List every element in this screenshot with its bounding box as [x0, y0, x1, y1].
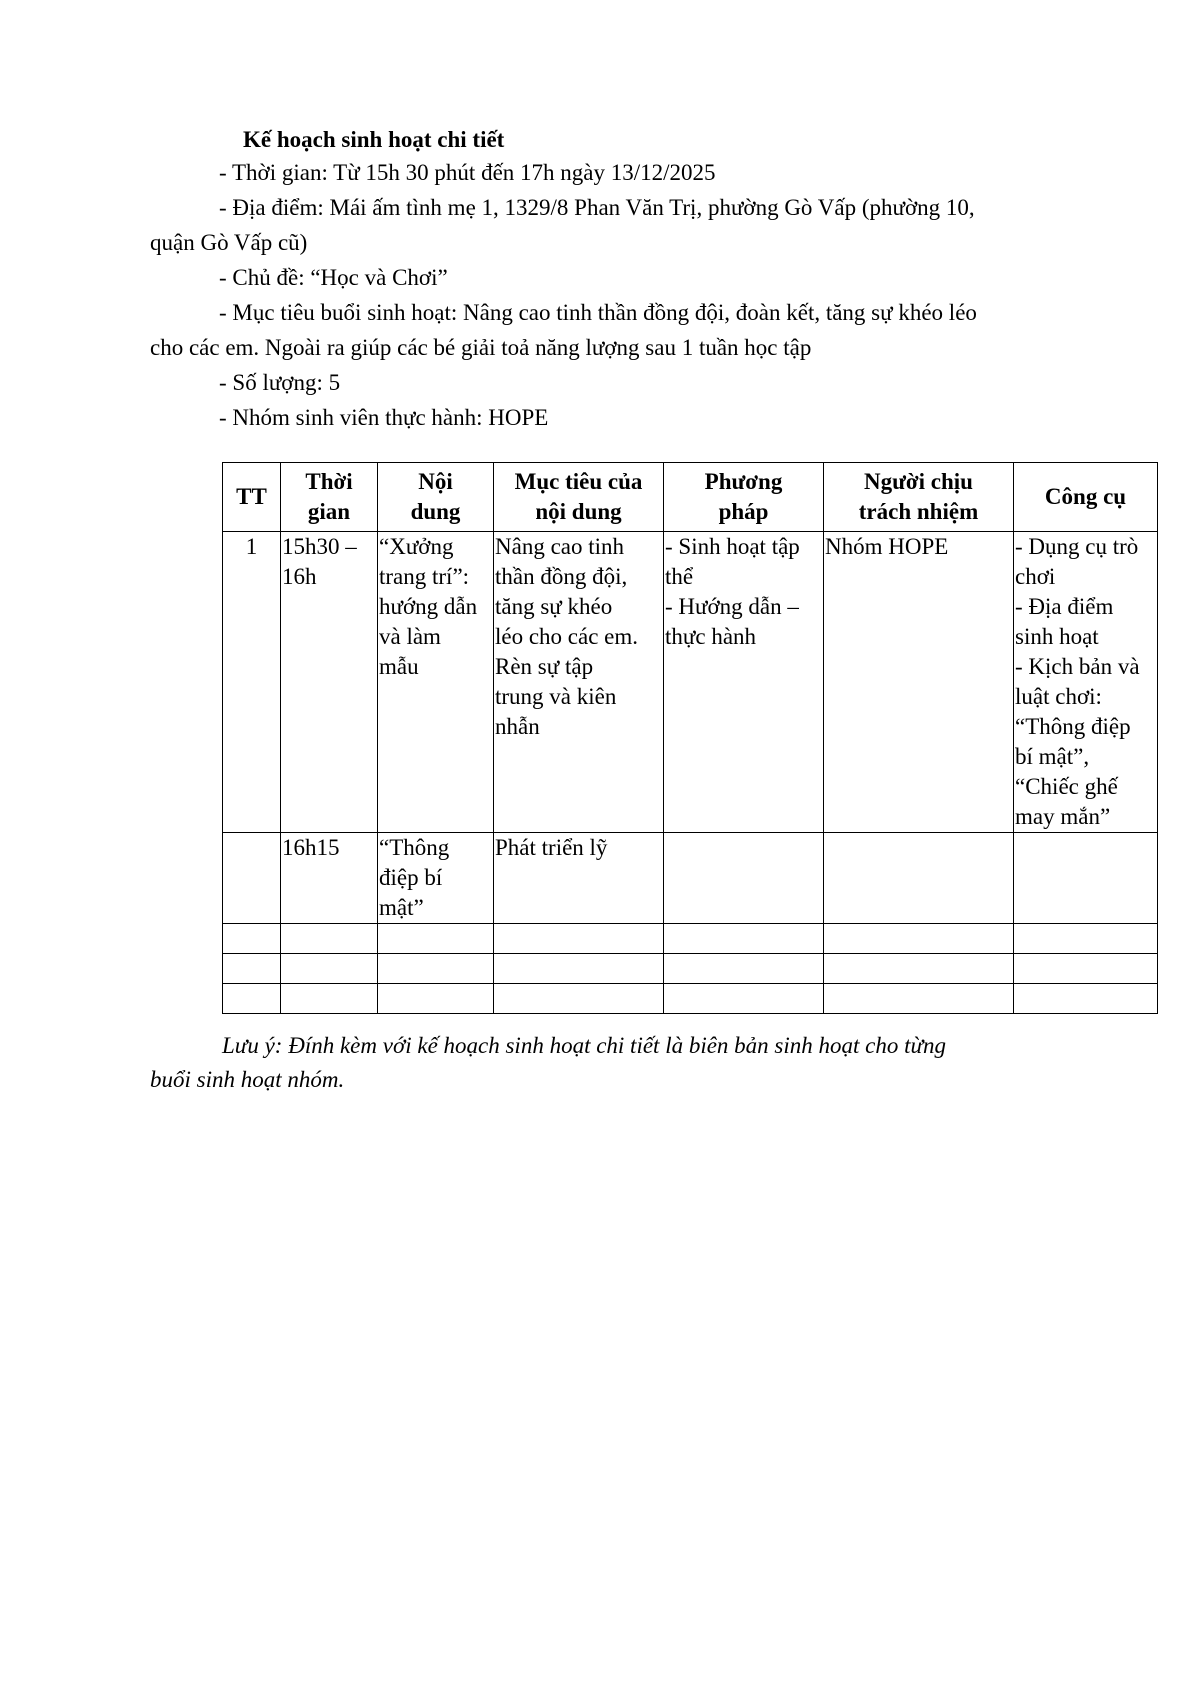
empty-cell: [494, 924, 664, 954]
empty-cell: [824, 924, 1014, 954]
location-line-2: quận Gò Vấp cũ): [150, 230, 308, 255]
cell-method: [664, 833, 824, 924]
cell-tools: - Dụng cụ trò chơi - Địa điểm sinh hoạt - Kịch bản và luật chơi: “Thông điệp bí mật”, “Chiếc ghế may mắn”: [1014, 532, 1158, 833]
note-line-1: Lưu ý: Đính kèm với kế hoạch sinh hoạt chi tiết là biên bản sinh hoạt cho từng: [222, 1033, 947, 1058]
empty-cell: [494, 954, 664, 984]
cell-responsible: [824, 833, 1014, 924]
empty-cell: [1014, 954, 1158, 984]
table-row: [223, 833, 1158, 924]
empty-cell: [223, 984, 281, 1014]
header-time: Thời gian: [281, 463, 378, 532]
cell-method: - Sinh hoạt tập thể - Hướng dẫn – thực hành: [664, 532, 824, 833]
quantity-line: - Số lượng: 5: [219, 370, 341, 395]
header-objective: Mục tiêu của nội dung: [494, 463, 664, 532]
empty-cell: [824, 954, 1014, 984]
header-tools: Công cụ: [1014, 463, 1158, 532]
table-header-row: [223, 463, 1158, 532]
empty-cell: [1014, 984, 1158, 1014]
empty-cell: [1014, 924, 1158, 954]
location-line-1: - Địa điểm: Mái ấm tình mẹ 1, 1329/8 Phan Văn Trị, phường Gò Vấp (phường 10,: [219, 195, 975, 220]
empty-cell: [664, 954, 824, 984]
cell-tools: [1014, 833, 1158, 924]
empty-cell: [281, 924, 378, 954]
cell-tt: [223, 833, 281, 924]
empty-cell: [378, 924, 494, 954]
cell-content: “Thông điệp bí mật”: [378, 833, 494, 924]
activity-plan-table: [222, 462, 1158, 1014]
table-row: [223, 954, 1158, 984]
cell-tt: 1: [223, 532, 281, 833]
header-responsible: Người chịu trách nhiệm: [824, 463, 1014, 532]
empty-cell: [378, 954, 494, 984]
cell-time: 15h30 – 16h: [281, 532, 378, 833]
group-line: - Nhóm sinh viên thực hành: HOPE: [219, 405, 549, 430]
empty-cell: [223, 924, 281, 954]
empty-cell: [664, 924, 824, 954]
table-row: [223, 984, 1158, 1014]
header-content: Nội dung: [378, 463, 494, 532]
empty-cell: [494, 984, 664, 1014]
cell-objective: Nâng cao tinh thần đồng đội, tăng sự khéo léo cho các em. Rèn sự tập trung và kiên nhẫn: [494, 532, 664, 833]
header-method: Phương pháp: [664, 463, 824, 532]
topic-line: - Chủ đề: “Học và Chơi”: [219, 265, 448, 290]
goal-line-1: - Mục tiêu buổi sinh hoạt: Nâng cao tinh thần đồng đội, đoàn kết, tăng sự khéo léo: [219, 300, 977, 325]
empty-cell: [664, 984, 824, 1014]
empty-cell: [281, 984, 378, 1014]
empty-cell: [281, 954, 378, 984]
goal-line-2: cho các em. Ngoài ra giúp các bé giải toả năng lượng sau 1 tuần học tập: [150, 335, 812, 360]
empty-cell: [824, 984, 1014, 1014]
cell-time: 16h15: [281, 833, 378, 924]
cell-responsible: Nhóm HOPE: [824, 532, 1014, 833]
time-line: - Thời gian: Từ 15h 30 phút đến 17h ngày 13/12/2025: [219, 160, 716, 185]
empty-cell: [378, 984, 494, 1014]
empty-cell: [223, 954, 281, 984]
header-tt: TT: [223, 463, 281, 532]
document-title: Kế hoạch sinh hoạt chi tiết: [243, 127, 505, 152]
cell-content: “Xưởng trang trí”: hướng dẫn và làm mẫu: [378, 532, 494, 833]
note-line-2: buổi sinh hoạt nhóm.: [150, 1067, 345, 1092]
table-row: [223, 532, 1158, 833]
cell-objective: Phát triển lỹ: [494, 833, 664, 924]
table-row: [223, 924, 1158, 954]
